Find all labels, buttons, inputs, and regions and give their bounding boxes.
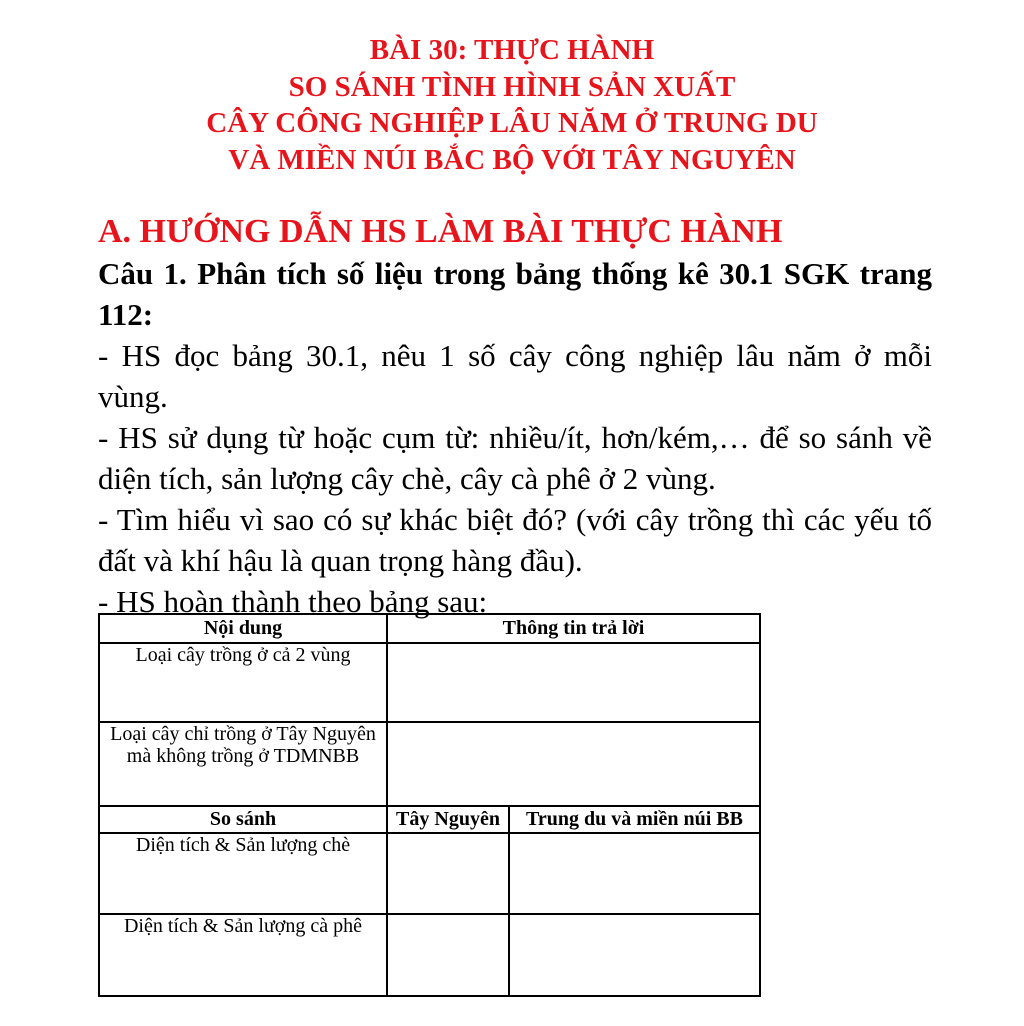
table-row <box>99 833 760 915</box>
answer-cell-tay-nguyen-only[interactable] <box>387 722 760 806</box>
lesson-title <box>0 32 1024 178</box>
instruction-4: - HS hoàn thành theo bảng sau: <box>98 584 488 619</box>
answer-cell-both-regions[interactable] <box>387 643 760 723</box>
compare-header-row <box>99 806 760 833</box>
title-line-3: CÂY CÔNG NGHIỆP LÂU NĂM Ở TRUNG DU <box>206 107 818 139</box>
header-answer: Thông tin trả lời <box>387 614 760 643</box>
answer-cell-coffee-tay-nguyen[interactable] <box>387 914 509 996</box>
answer-cell-tea-tay-nguyen[interactable] <box>387 833 509 915</box>
question-heading: Câu 1. Phân tích số liệu trong bảng thống kê 30.1 SGK trang 112: <box>98 256 932 332</box>
table-row <box>99 722 760 806</box>
instruction-1: - HS đọc bảng 30.1, nêu 1 số cây công nghiệp lâu năm ở mỗi vùng. <box>98 338 932 414</box>
row-label-tay-nguyen-only: Loại cây chỉ trồng ở Tây Nguyên mà không trồng ở TDMNBB <box>99 722 387 806</box>
col-header-tdmnbb: Trung du và miền núi BB <box>509 806 760 833</box>
section-heading: A. HƯỚNG DẪN HS LÀM BÀI THỰC HÀNH <box>98 213 783 250</box>
instruction-3: - Tìm hiểu vì sao có sự khác biệt đó? (với cây trồng thì các yếu tố đất và khí hậu là quan trọng hàng đầu). <box>98 502 932 578</box>
answer-cell-coffee-tdmnbb[interactable] <box>509 914 760 996</box>
col-header-tay-nguyen: Tây Nguyên <box>387 806 509 833</box>
table-row <box>99 643 760 723</box>
title-line-1: BÀI 30: THỰC HÀNH <box>369 34 655 66</box>
compare-header: So sánh <box>99 806 387 833</box>
row-label-both-regions: Loại cây trồng ở cả 2 vùng <box>99 643 387 723</box>
table-row <box>99 914 760 996</box>
title-line-4: VÀ MIỀN NÚI BẮC BỘ VỚI TÂY NGUYÊN <box>228 143 796 176</box>
lesson-body <box>98 253 932 622</box>
worksheet-table <box>98 613 761 997</box>
answer-cell-tea-tdmnbb[interactable] <box>509 833 760 915</box>
row-label-coffee: Diện tích & Sản lượng cà phê <box>99 914 387 996</box>
header-content: Nội dung <box>99 614 387 643</box>
title-line-2: SO SÁNH TÌNH HÌNH SẢN XUẤT <box>288 70 736 103</box>
instruction-2: - HS sử dụng từ hoặc cụm từ: nhiều/ít, hơn/kém,… để so sánh về diện tích, sản lượng cây chè, cây cà phê ở 2 vùng. <box>98 420 932 496</box>
table-header-row <box>99 614 760 643</box>
row-label-tea: Diện tích & Sản lượng chè <box>99 833 387 915</box>
